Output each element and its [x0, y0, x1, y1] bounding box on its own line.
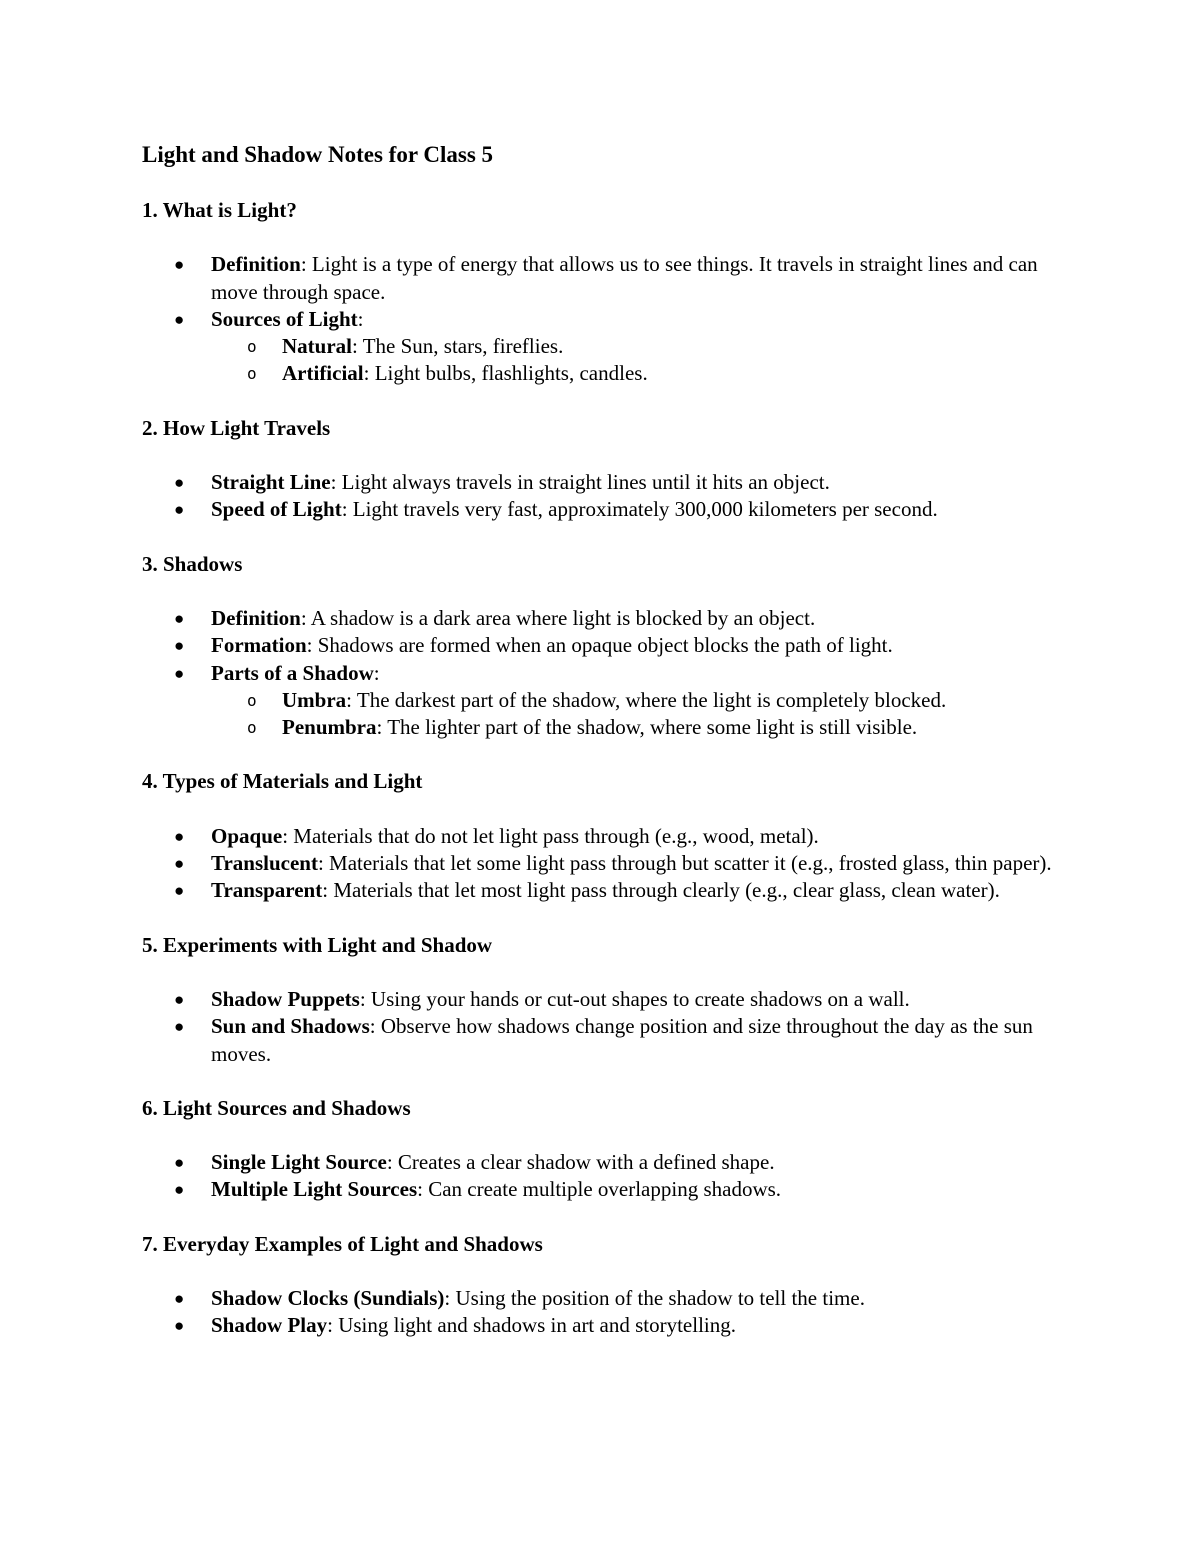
item-term: Definition [211, 252, 301, 277]
item-term: Sources of Light [211, 306, 358, 331]
sub-list [211, 687, 1062, 742]
bullet-icon: ● [174, 881, 185, 901]
bullet-icon: ● [174, 1017, 185, 1037]
bullet-icon: ● [174, 854, 185, 874]
bullet-icon: ● [174, 1180, 185, 1200]
item-term: Natural [282, 334, 352, 359]
item-term: Speed of Light [211, 497, 342, 522]
item-term: Opaque [211, 823, 283, 848]
item-text: : Materials that let some light pass through but scatter it (e.g., frosted glass, thin paper). [317, 851, 1052, 876]
list-item [142, 306, 1062, 388]
bullet-list [142, 1149, 1062, 1204]
list-item [142, 850, 1062, 877]
section-how-light-travels [142, 415, 1062, 524]
section-heading: 2. How Light Travels [142, 415, 331, 440]
item-term: Single Light Source [211, 1150, 387, 1175]
item-text: : Shadows are formed when an opaque object blocks the path of light. [306, 633, 893, 658]
item-term: Shadow Clocks (Sundials) [211, 1286, 445, 1311]
bullet-icon: ● [174, 1289, 185, 1309]
document-page [142, 140, 1062, 1367]
bullet-list [142, 823, 1062, 905]
item-term: Shadow Puppets [211, 986, 360, 1011]
list-item [142, 632, 1062, 659]
item-text: : [373, 660, 380, 685]
item-text: : Using your hands or cut-out shapes to create shadows on a wall. [359, 986, 910, 1011]
section-shadows [142, 551, 1062, 742]
item-text: : Light is a type of energy that allows us to see things. It travels in straight lines and can move through space. [211, 252, 1038, 304]
circle-bullet-icon: o [247, 718, 257, 738]
item-text: : Creates a clear shadow with a defined shape. [386, 1150, 775, 1175]
item-text: : Observe how shadows change position and size throughout the day as the sun moves. [211, 1014, 1033, 1066]
list-item [142, 1312, 1062, 1339]
bullet-icon: ● [174, 608, 185, 628]
bullet-list [142, 1285, 1062, 1340]
section-experiments [142, 932, 1062, 1068]
circle-bullet-icon: o [247, 337, 257, 357]
section-heading: 1. What is Light? [142, 198, 297, 222]
item-term: Penumbra [282, 715, 377, 740]
item-term: Definition [211, 605, 301, 630]
item-text: : Using the position of the shadow to tell the time. [444, 1286, 865, 1311]
item-term: Parts of a Shadow [211, 660, 374, 685]
bullet-icon: ● [174, 309, 185, 329]
item-text: : Materials that do not let light pass through (e.g., wood, metal). [282, 823, 819, 848]
item-text: : The Sun, stars, fireflies. [352, 334, 564, 359]
bullet-list [142, 469, 1062, 524]
list-item [142, 251, 1062, 306]
item-term: Straight Line [211, 470, 331, 495]
list-item [142, 1176, 1062, 1203]
item-term: Umbra [282, 687, 347, 712]
item-text: : Can create multiple overlapping shadows. [417, 1177, 782, 1202]
item-text: : [357, 306, 364, 331]
document-title: Light and Shadow Notes for Class 5 [142, 142, 494, 167]
circle-bullet-icon: o [247, 690, 257, 710]
bullet-icon: ● [174, 636, 185, 656]
bullet-list [142, 986, 1062, 1068]
section-light-sources-and-shadows [142, 1095, 1062, 1204]
bullet-icon: ● [174, 255, 185, 275]
item-text: : A shadow is a dark area where light is blocked by an object. [300, 605, 816, 630]
sub-list-item [211, 714, 1062, 741]
item-term: Artificial [282, 361, 364, 386]
item-text: : Materials that let most light pass through clearly (e.g., clear glass, clean water). [322, 878, 1000, 903]
item-text: : Light travels very fast, approximately 300,000 kilometers per second. [341, 497, 938, 522]
list-item [142, 605, 1062, 632]
item-text: : The darkest part of the shadow, where the light is completely blocked. [346, 687, 947, 712]
bullet-icon: ● [174, 663, 185, 683]
bullet-icon: ● [174, 1316, 185, 1336]
list-item [142, 1013, 1062, 1068]
bullet-icon: ● [174, 1153, 185, 1173]
section-what-is-light [142, 197, 1062, 388]
bullet-icon: ● [174, 473, 185, 493]
item-text: : The lighter part of the shadow, where some light is still visible. [376, 715, 918, 740]
sub-list-item [211, 687, 1062, 714]
section-heading: 5. Experiments with Light and Shadow [142, 932, 493, 957]
list-item [142, 1285, 1062, 1312]
bullet-list [142, 251, 1062, 387]
section-heading: 6. Light Sources and Shadows [142, 1095, 411, 1120]
item-term: Shadow Play [211, 1313, 328, 1338]
list-item [142, 823, 1062, 850]
bullet-list [142, 605, 1062, 741]
section-heading: 4. Types of Materials and Light [142, 769, 423, 794]
section-heading: 7. Everyday Examples of Light and Shadows [142, 1231, 543, 1256]
bullet-icon: ● [174, 500, 185, 520]
list-item [142, 877, 1062, 904]
item-term: Transparent [211, 878, 323, 903]
sub-list [211, 333, 1062, 388]
section-heading: 3. Shadows [142, 551, 243, 576]
list-item [142, 496, 1062, 523]
bullet-icon: ● [174, 989, 185, 1009]
item-text: : Light always travels in straight lines until it hits an object. [330, 470, 830, 495]
item-term: Sun and Shadows [211, 1014, 370, 1039]
item-term: Multiple Light Sources [211, 1177, 418, 1202]
list-item [142, 986, 1062, 1013]
bullet-icon: ● [174, 826, 185, 846]
sub-list-item [211, 333, 1062, 360]
item-text: : Light bulbs, flashlights, candles. [363, 361, 648, 386]
list-item [142, 660, 1062, 742]
sub-list-item [211, 360, 1062, 387]
section-everyday-examples [142, 1231, 1062, 1340]
list-item [142, 469, 1062, 496]
item-term: Translucent [211, 851, 318, 876]
item-text: : Using light and shadows in art and storytelling. [327, 1313, 736, 1338]
circle-bullet-icon: o [247, 364, 257, 384]
list-item [142, 1149, 1062, 1176]
section-types-of-materials [142, 768, 1062, 904]
item-term: Formation [211, 633, 307, 658]
